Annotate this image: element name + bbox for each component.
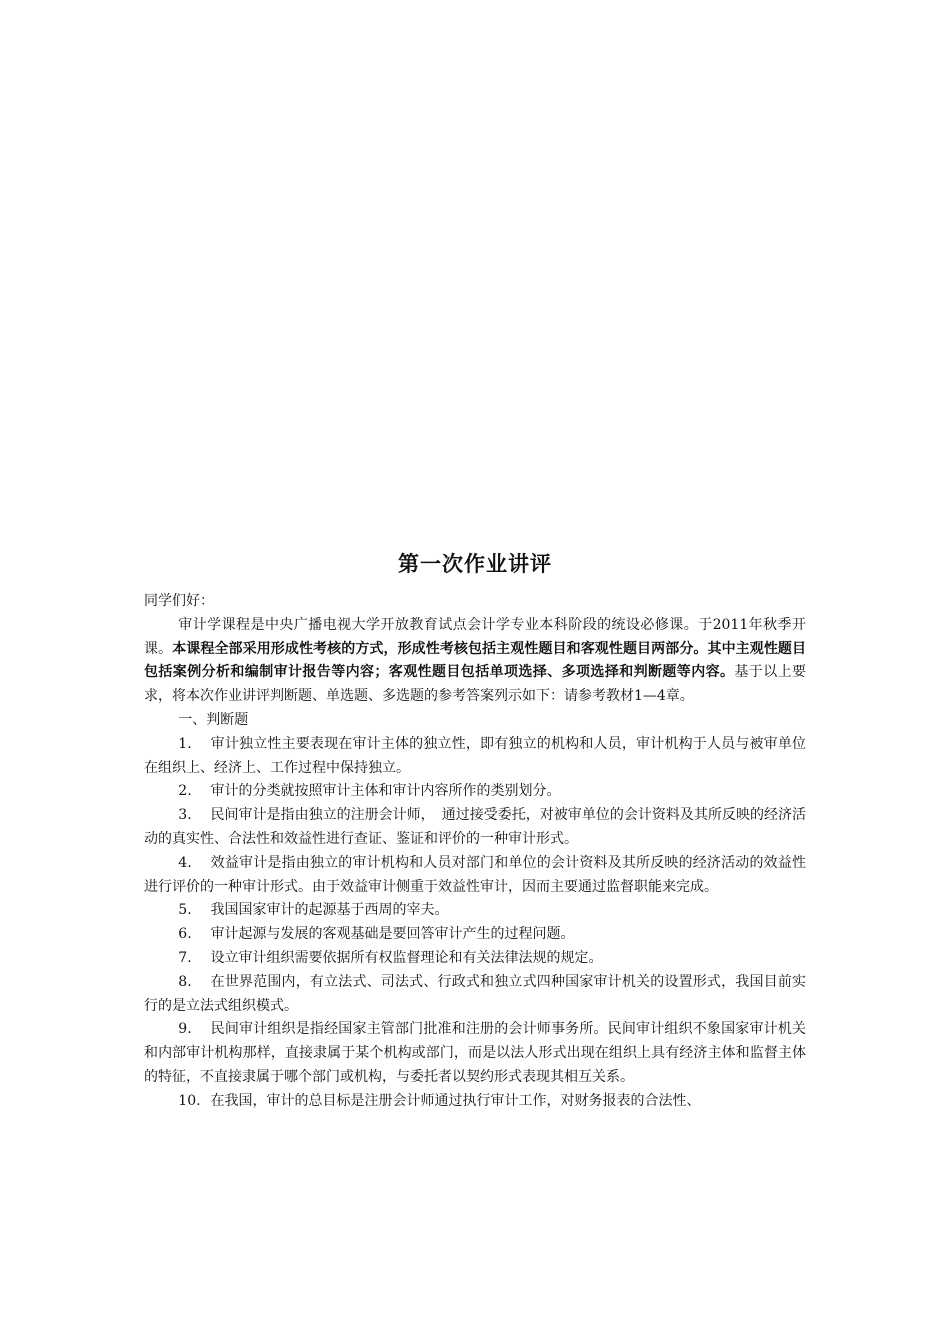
item-text: 我国国家审计的起源基于西周的宰夫。 bbox=[210, 902, 449, 919]
item-text: 效益审计是指由独立的审计机构和人员对部门和单位的会计资料及其所反映的经济活动的效益性进行评价的一种审计形式。由于效益审计侧重于效益性审计，因而主要通过监督职能来完成。 bbox=[144, 854, 806, 895]
list-item bbox=[144, 1090, 806, 1114]
item-number: 4. bbox=[178, 854, 192, 871]
intro-paragraph bbox=[144, 614, 806, 709]
intro-bold-text: 本课程全部采用形成性考核的方式，形成性考核包括主观性题目和客观性题目两部分。其中主观性题目包括案例分析和编制审计报告等内容；客观性题目包括单项选择、多项选择和判断题等内容。 bbox=[144, 640, 807, 681]
list-item bbox=[144, 780, 806, 804]
list-item bbox=[144, 971, 806, 1019]
list-item bbox=[144, 1018, 806, 1089]
list-item bbox=[144, 733, 806, 781]
item-text: 在世界范围内，有立法式、司法式、行政式和独立式四种国家审计机关的设置形式，我国目前实行的是立法式组织模式。 bbox=[144, 973, 806, 1014]
intro-text: 审计学课程是中央广播电视大学开放教育试点会计学专业本科阶段的统设必修课。于2011年秋季开课。 bbox=[144, 616, 806, 657]
item-number: 9. bbox=[178, 1021, 192, 1038]
intro-text-end: 基于以上要求，将本次作业讲评判断题、单选题、多选题的参考答案列示如下：请参考教材1—4章。 bbox=[144, 664, 807, 705]
item-number: 6. bbox=[178, 926, 192, 943]
document-title: 第一次作业讲评 bbox=[398, 551, 552, 576]
item-text: 审计独立性主要表现在审计主体的独立性，即有独立的机构和人员，审计机构于人员与被审单位在组织上、经济上、工作过程中保持独立。 bbox=[144, 735, 806, 776]
section-heading: 一、判断题 bbox=[178, 711, 249, 728]
item-text: 审计的分类就按照审计主体和审计内容所作的类别划分。 bbox=[210, 783, 561, 800]
item-number: 7. bbox=[178, 949, 192, 966]
list-item bbox=[144, 804, 806, 852]
item-text: 审计起源与发展的客观基础是要回答审计产生的过程问题。 bbox=[210, 926, 575, 943]
item-text: 在我国，审计的总目标是注册会计师通过执行审计工作，对财务报表的合法性、 bbox=[210, 1092, 701, 1109]
list-item bbox=[144, 923, 806, 947]
item-text: 民间审计是指由独立的注册会计师， 通过接受委托，对被审单位的会计资料及其所反映的经济活动的真实性、合法性和效益性进行查证、鉴证和评价的一种审计形式。 bbox=[144, 807, 806, 847]
item-number: 8. bbox=[178, 973, 192, 990]
item-number: 10. bbox=[178, 1092, 201, 1109]
item-text: 设立审计组织需要依据所有权监督理论和有关法律法规的规定。 bbox=[210, 949, 603, 966]
item-number: 2. bbox=[178, 783, 192, 800]
list-item bbox=[144, 947, 806, 971]
item-number: 5. bbox=[178, 902, 192, 919]
list-item bbox=[144, 852, 806, 900]
list-item bbox=[144, 899, 806, 923]
item-number: 1. bbox=[178, 735, 192, 752]
greeting: 同学们好： bbox=[144, 593, 214, 609]
item-text: 民间审计组织是指经国家主管部门批准和注册的会计师事务所。民间审计组织不象国家审计机关和内部审计机构那样，直接隶属于某个机构或部门，而是以法人形式出现在组织上具有经济主体和监督主体的特征，不直接隶属于哪个部门或机构，与委托者以契约形式表现其相互关系。 bbox=[144, 1021, 806, 1085]
document-body bbox=[144, 590, 806, 1114]
item-number: 3. bbox=[178, 807, 192, 824]
